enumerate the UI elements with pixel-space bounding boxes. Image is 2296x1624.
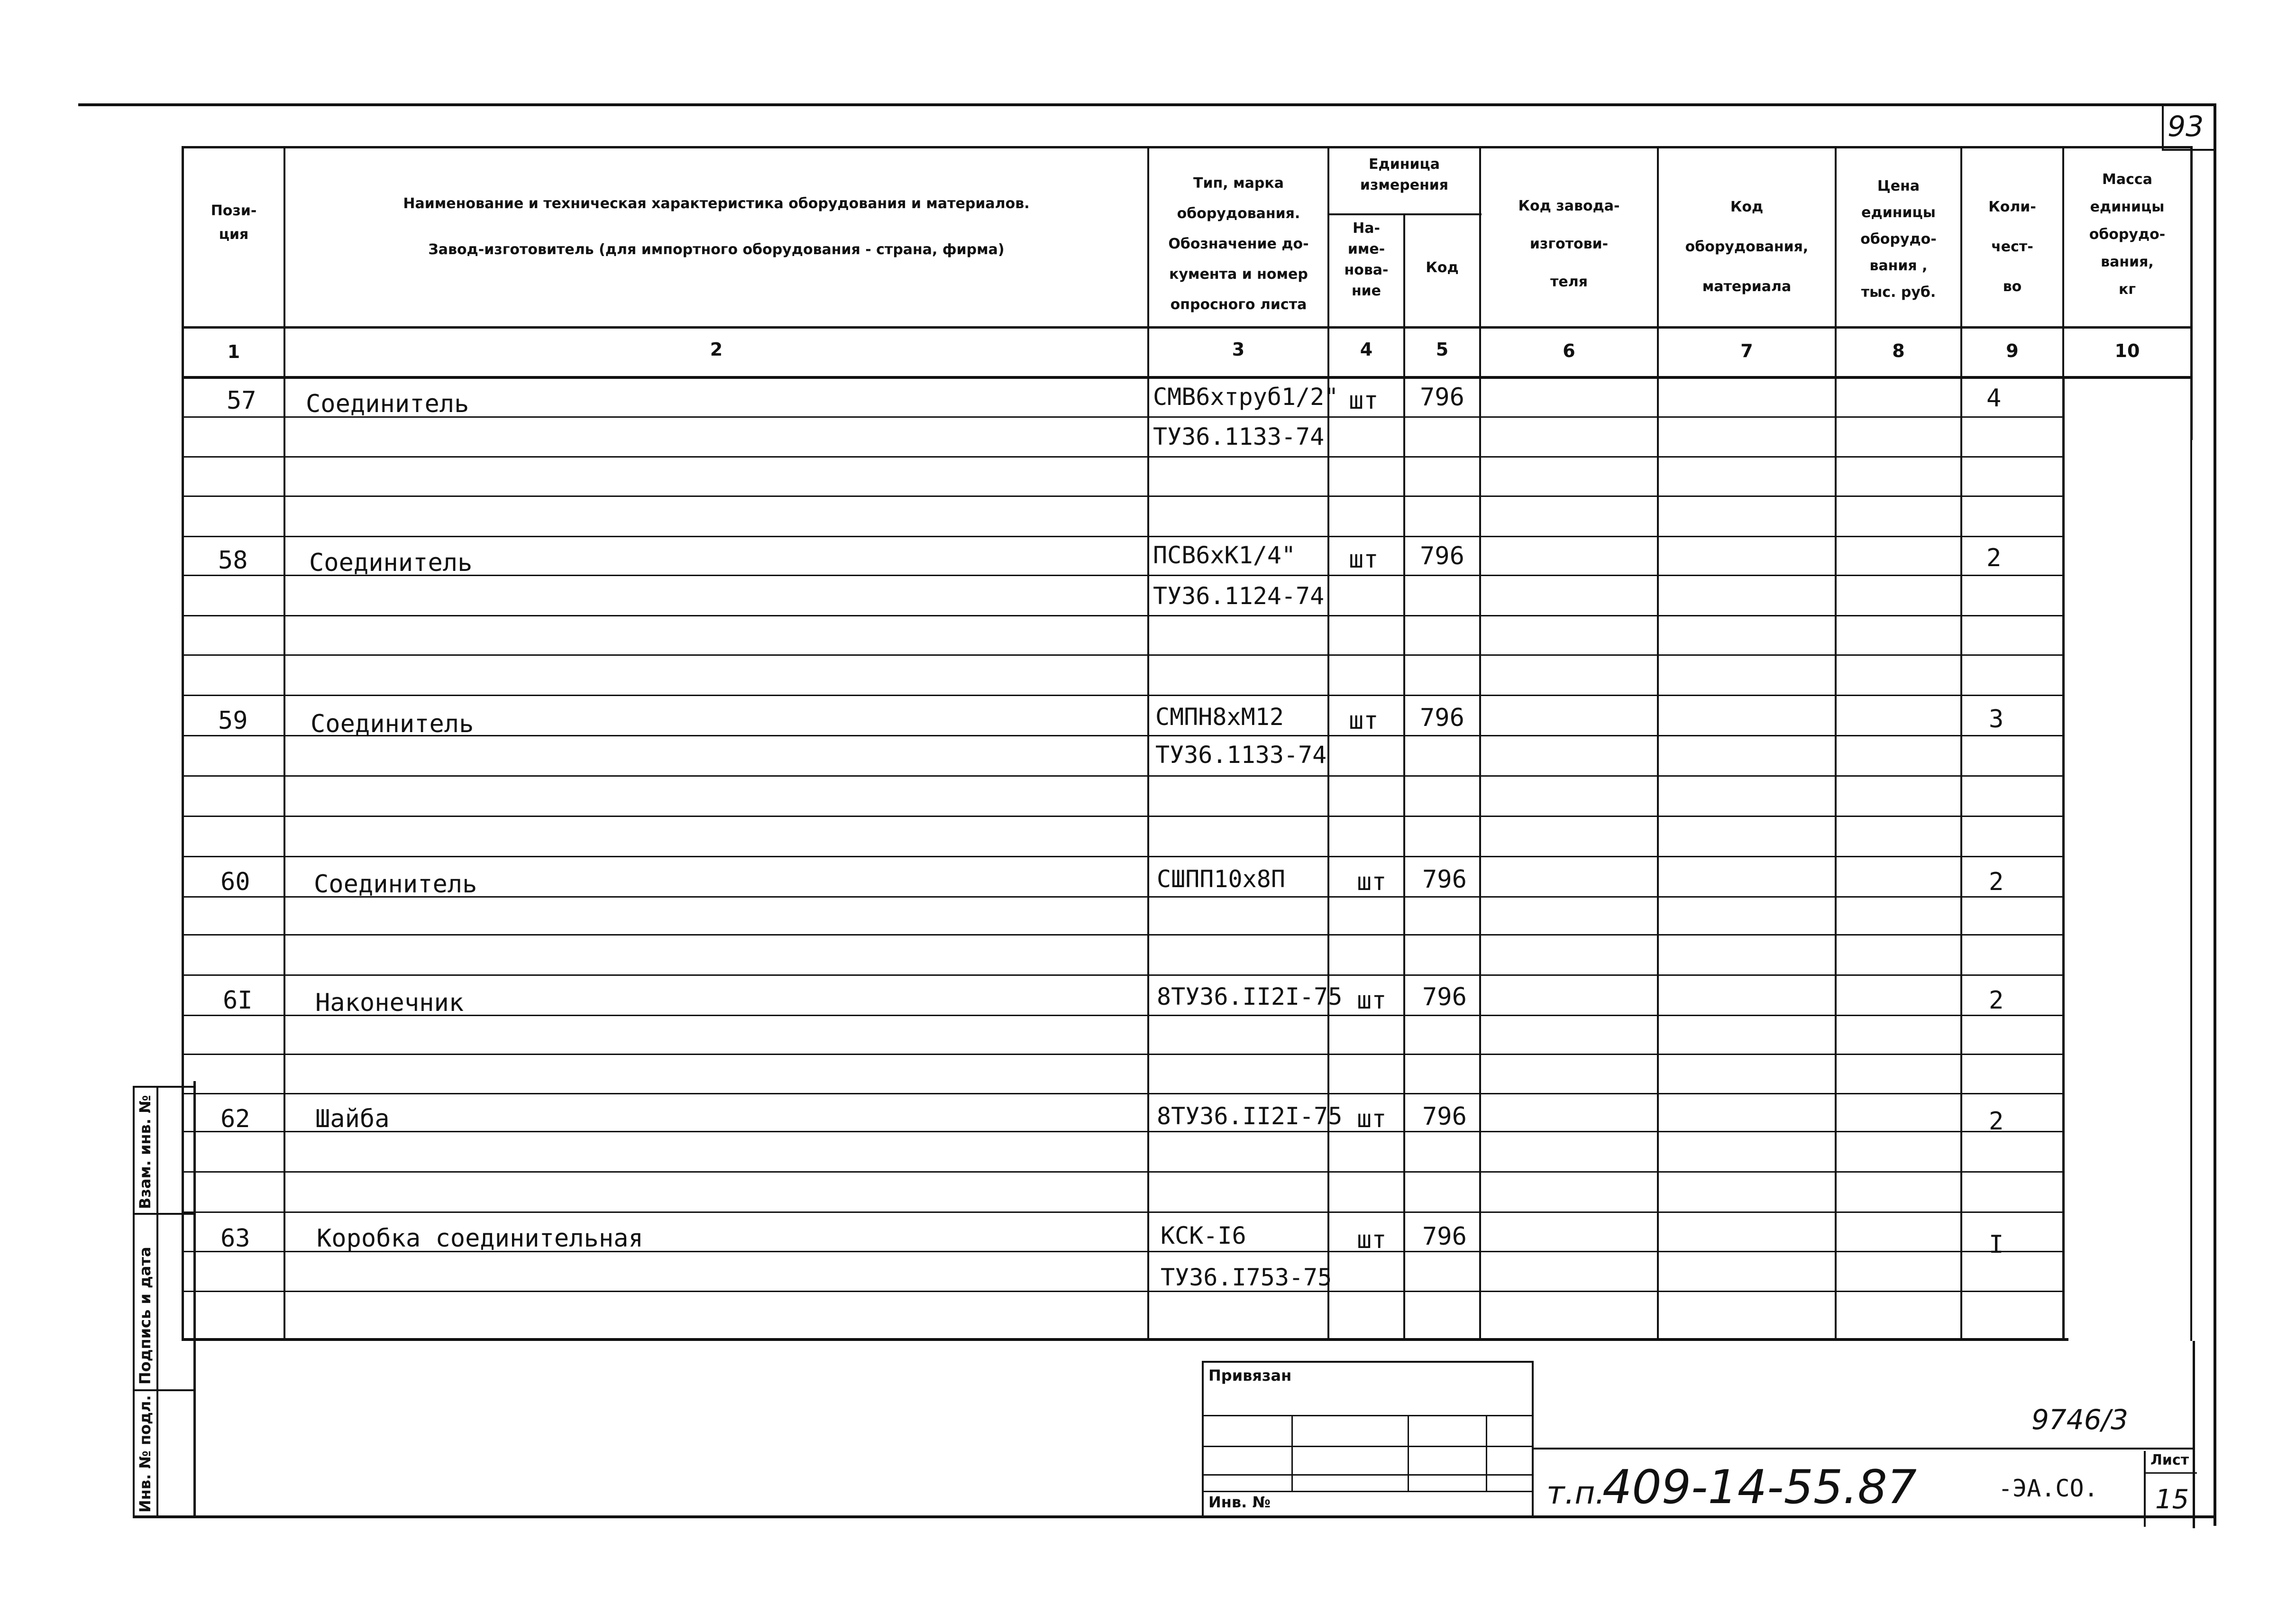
row-name: Соединитель	[309, 549, 473, 577]
row-grid-line	[184, 495, 2062, 497]
header-quantity: Коли- чест- во	[1988, 199, 2036, 295]
row-qty: 2	[1989, 986, 2004, 1015]
row-doc: ТУ36.1133-74	[1155, 741, 1327, 769]
colnum-10: 10	[2114, 340, 2140, 361]
table-top	[182, 146, 2192, 148]
row-qty: 2	[1986, 544, 2002, 572]
stamp-top	[133, 1086, 194, 1088]
row-grid-line	[184, 615, 2062, 616]
frame-left	[193, 1081, 196, 1517]
header-price: Цена единицы оборудо- вания , тыс. руб.	[1860, 178, 1937, 301]
stamp-inv-podl: Инв. № подл.	[136, 1395, 154, 1513]
privyazan-vline-1	[1291, 1415, 1293, 1491]
header-name-line1: Наименование и техническая характеристика оборудования и материалов.	[403, 195, 1030, 212]
row-position: 60	[220, 868, 250, 896]
col-line-1	[284, 146, 285, 1341]
header-position: Пози- ция	[210, 202, 257, 243]
row-type: КСК-I6	[1161, 1222, 1246, 1249]
row-qty: 4	[1986, 384, 2002, 413]
row-name: Наконечник	[315, 989, 464, 1017]
table-left	[182, 146, 184, 1341]
col-line-3	[1327, 146, 1329, 1341]
row-name: Соединитель	[311, 710, 474, 738]
sheet-label: Лист	[2150, 1452, 2189, 1468]
row-unit: шт	[1357, 1105, 1387, 1133]
row-name: Соединитель	[306, 390, 469, 418]
colnum-6: 6	[1563, 340, 1575, 361]
row-code: 796	[1422, 983, 1467, 1011]
row-type: 8ТУ36.II2I-75	[1157, 983, 1343, 1010]
row-grid-line	[184, 1291, 2062, 1292]
tb-divider-h	[1534, 1448, 2195, 1450]
col-line-7	[1835, 146, 1837, 1341]
designation: 409-14-55.87	[1602, 1460, 1917, 1514]
inv-no-label: Инв. №	[1208, 1493, 1271, 1511]
header-type: Тип, марка оборудования. Обозначение до- кумента и номер опросного листа	[1168, 175, 1309, 313]
row-code: 796	[1422, 1102, 1467, 1131]
stamp-podpis-data: Подпись и дата	[136, 1247, 154, 1385]
row-qty: I	[1989, 1230, 2004, 1259]
row-code: 796	[1420, 542, 1464, 570]
row-type: ПСВ6хК1/4"	[1153, 541, 1296, 569]
col-line-5	[1479, 146, 1481, 1341]
col-line-8	[1960, 146, 1962, 1341]
row-name: Коробка соединительная	[317, 1224, 643, 1253]
colnum-1: 1	[227, 341, 240, 362]
row-grid-line	[184, 695, 2062, 696]
row-name: Шайба	[315, 1105, 390, 1133]
row-grid-line	[184, 536, 2062, 537]
row-position: 63	[220, 1224, 250, 1253]
row-grid-line	[184, 934, 2062, 936]
row-type: 8ТУ36.II2I-75	[1157, 1102, 1343, 1130]
row-grid-line	[184, 974, 2062, 976]
privyazan-line-2	[1204, 1446, 1532, 1447]
frame-bottom	[133, 1515, 2216, 1518]
privyazan-vline-3	[1486, 1415, 1487, 1491]
row-position: 58	[218, 546, 248, 575]
row-grid-line	[184, 1054, 2062, 1055]
row-grid-line	[184, 456, 2062, 458]
sheet-box-sep	[2146, 1472, 2197, 1474]
row-code: 796	[1422, 1222, 1467, 1251]
privyazan-line-4	[1204, 1491, 1532, 1492]
row-position: 57	[227, 386, 256, 415]
row-grid-line	[184, 1093, 2062, 1094]
row-qty: 2	[1989, 1107, 2004, 1136]
colnum-2: 2	[710, 339, 723, 360]
col-line-2	[1147, 146, 1149, 1341]
stamp-mid	[156, 1086, 158, 1517]
row-grid-line	[184, 775, 2062, 777]
header-unit-group: Единица измерения	[1360, 156, 1449, 193]
table-right-lower	[2062, 376, 2065, 1341]
stamp-outer-left	[133, 1086, 135, 1517]
row-unit: шт	[1349, 386, 1379, 415]
privyazan-vline-2	[1408, 1415, 1409, 1491]
row-qty: 3	[1989, 705, 2004, 734]
row-unit: шт	[1349, 545, 1379, 574]
col-line-10	[2190, 146, 2192, 1341]
colnum-7: 7	[1740, 340, 1753, 361]
frame-top	[78, 103, 2216, 106]
header-name-line2: Завод-изготовитель (для импортного оборудования - страна, фирма)	[428, 241, 1005, 258]
header-manufacturer-code: Код завода- изготови- теля	[1518, 198, 1620, 290]
handwritten-number: 9746/3	[2031, 1404, 2129, 1436]
privyazan-line-3	[1204, 1474, 1532, 1476]
row-grid-line	[184, 1131, 2062, 1132]
colnum-9: 9	[2006, 340, 2019, 361]
row-position: 6I	[223, 986, 253, 1015]
stamp-vzam-inv: Взам. инв. №	[136, 1095, 154, 1209]
row-position: 62	[220, 1105, 250, 1133]
privyazan-block	[1202, 1361, 1534, 1517]
colnum-5: 5	[1436, 339, 1449, 360]
stamp-sep-1	[133, 1213, 194, 1215]
designation-suffix: -ЭА.СО.	[1998, 1475, 2098, 1502]
row-doc: ТУ36.I753-75	[1161, 1264, 1332, 1291]
row-code: 796	[1422, 865, 1467, 894]
row-type: СМПН8хМ12	[1155, 703, 1284, 731]
page-num-box-bottom	[2162, 149, 2216, 151]
row-unit: шт	[1357, 868, 1387, 896]
header-mass: Масса единицы оборудо- вания, кг	[2089, 171, 2166, 298]
row-grid-line	[184, 654, 2062, 656]
colnum-4: 4	[1360, 339, 1373, 360]
row-grid-line	[184, 1211, 2062, 1213]
table-bottom	[182, 1338, 2068, 1341]
sheet-box	[2144, 1451, 2197, 1527]
privyazan-line-1	[1204, 1415, 1532, 1416]
sheet-value: 15	[2155, 1484, 2189, 1515]
colnum-bottom	[182, 376, 2192, 379]
page-num-box-left	[2162, 103, 2164, 151]
row-grid-line	[184, 1171, 2062, 1173]
frame-right	[2214, 103, 2216, 1526]
row-name: Соединитель	[314, 870, 477, 899]
row-doc: ТУ36.1133-74	[1153, 423, 1325, 450]
col-line-6	[1657, 146, 1659, 1341]
colnum-8: 8	[1892, 340, 1905, 361]
page-number: 93	[2168, 110, 2204, 143]
row-grid-line	[184, 1015, 2062, 1016]
header-unit-code: Код	[1426, 259, 1459, 276]
row-qty: 2	[1989, 868, 2004, 896]
stamp-sep-2	[133, 1389, 194, 1391]
row-unit: шт	[1357, 1226, 1387, 1254]
row-position: 59	[218, 706, 248, 735]
row-unit: шт	[1357, 986, 1387, 1015]
row-type: СМВ6хтруб1/2"	[1153, 383, 1339, 411]
row-code: 796	[1420, 704, 1464, 732]
row-grid-line	[184, 816, 2062, 817]
row-unit: шт	[1349, 706, 1379, 735]
row-code: 796	[1420, 383, 1464, 412]
header-bottom	[182, 326, 2192, 329]
row-type: СШПП10х8П	[1157, 865, 1285, 893]
row-grid-line	[184, 856, 2062, 857]
header-unit-name: На- име- нова- ние	[1344, 220, 1389, 299]
designation-prefix: т.п.	[1546, 1475, 1605, 1511]
header-equipment-code: Код оборудования, материала	[1685, 199, 1809, 295]
colnum-3: 3	[1232, 339, 1245, 360]
privyazan-label: Привязан	[1208, 1367, 1292, 1385]
row-doc: ТУ36.1124-74	[1153, 582, 1325, 610]
